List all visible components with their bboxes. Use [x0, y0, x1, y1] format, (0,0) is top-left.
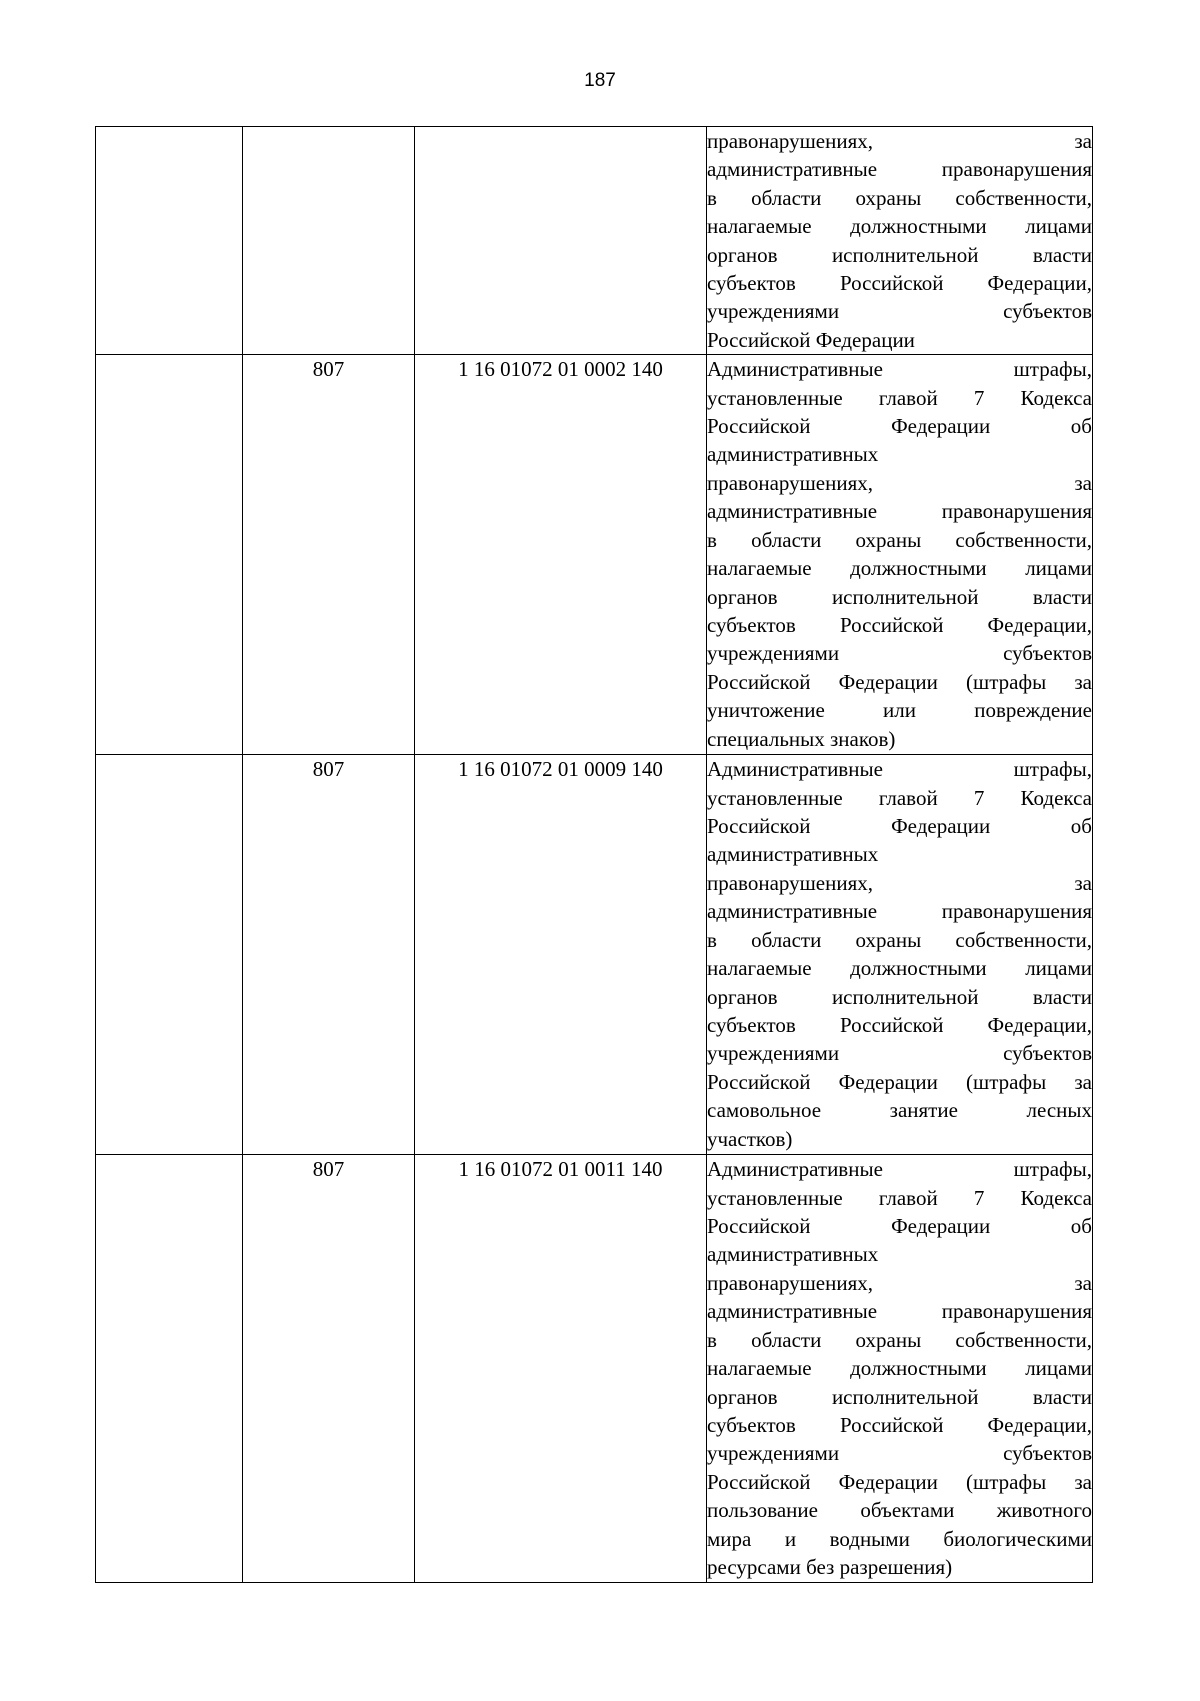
description-line: налагаемые должностными лицами — [707, 956, 1092, 981]
description-line: в области охраны собственности, — [707, 527, 1092, 552]
budget-code-cell: 1 16 01072 01 0002 140 — [415, 355, 707, 755]
description-line: органов исполнительной власти — [707, 1384, 1092, 1409]
description-line: административных — [707, 842, 879, 867]
admin-code-cell — [243, 127, 415, 355]
description-line: специальных знаков) — [707, 726, 896, 751]
description-line: Российской Федерации (штрафы за — [707, 1469, 1092, 1494]
description-line: административные правонарушения — [707, 499, 1092, 524]
description-line: установленные главой 7 Кодекса — [707, 785, 1092, 810]
admin-code-cell: 807 — [243, 355, 415, 755]
table-row — [96, 1155, 1093, 1583]
budget-code-cell — [415, 127, 707, 355]
description-line: учреждениями субъектов — [707, 1041, 1092, 1066]
budget-classification-table — [95, 126, 1093, 1583]
description-line: органов исполнительной власти — [707, 584, 1092, 609]
description-line: пользование объектами животного — [707, 1498, 1092, 1523]
description-line: установленные главой 7 Кодекса — [707, 385, 1092, 410]
empty-cell — [96, 755, 243, 1155]
description-line: субъектов Российской Федерации, — [707, 612, 1092, 637]
description-line: Административные штрафы, — [707, 357, 1092, 382]
description-line: административные правонарушения — [707, 899, 1092, 924]
description-line: самовольное занятие лесных — [707, 1098, 1092, 1123]
description-cell — [707, 755, 1093, 1155]
page-number: 187 — [584, 70, 616, 91]
description-line: установленные главой 7 Кодекса — [707, 1185, 1092, 1210]
description-line: правонарушениях, за — [707, 870, 1092, 895]
description-cell — [707, 355, 1093, 755]
description-cell — [707, 1155, 1093, 1583]
description-line: налагаемые должностными лицами — [707, 1356, 1092, 1381]
description-line: участков) — [707, 1126, 793, 1151]
description-line: правонарушениях, за — [707, 1270, 1092, 1295]
description-line: в области охраны собственности, — [707, 927, 1092, 952]
budget-code-cell: 1 16 01072 01 0009 140 — [415, 755, 707, 1155]
description-line: субъектов Российской Федерации, — [707, 1012, 1092, 1037]
description-line: Российской Федерации об — [707, 414, 1092, 439]
description-line: учреждениями субъектов — [707, 641, 1092, 666]
empty-cell — [96, 1155, 243, 1583]
description-line: ресурсами без разрешения) — [707, 1554, 953, 1579]
description-line: субъектов Российской Федерации, — [707, 271, 1092, 296]
admin-code-cell: 807 — [243, 1155, 415, 1583]
description-line: административные правонарушения — [707, 1299, 1092, 1324]
description-line: в области охраны собственности, — [707, 1327, 1092, 1352]
description-cell — [707, 127, 1093, 355]
description-line: Российской Федерации — [707, 327, 915, 352]
table-row-continued — [96, 127, 1093, 355]
description-line: органов исполнительной власти — [707, 984, 1092, 1009]
description-line: административных — [707, 442, 879, 467]
description-line: административных — [707, 1242, 879, 1267]
empty-cell — [96, 355, 243, 755]
description-line: органов исполнительной власти — [707, 242, 1092, 267]
budget-code-cell: 1 16 01072 01 0011 140 — [415, 1155, 707, 1583]
description-line: налагаемые должностными лицами — [707, 556, 1092, 581]
description-line: в области охраны собственности, — [707, 185, 1092, 210]
description-line: Российской Федерации (штрафы за — [707, 1069, 1092, 1094]
table-row — [96, 755, 1093, 1155]
description-line: административные правонарушения — [707, 157, 1092, 182]
admin-code-cell: 807 — [243, 755, 415, 1155]
description-line: Российской Федерации (штрафы за — [707, 669, 1092, 694]
description-line: правонарушениях, за — [707, 129, 1092, 153]
description-line: мира и водными биологическими — [707, 1526, 1092, 1551]
description-line: уничтожение или повреждение — [707, 698, 1092, 723]
description-line: учреждениями субъектов — [707, 299, 1092, 324]
empty-cell — [96, 127, 243, 355]
description-line: Административные штрафы, — [707, 1157, 1092, 1182]
description-line: Российской Федерации об — [707, 1214, 1092, 1239]
table-body — [96, 127, 1093, 1583]
description-line: правонарушениях, за — [707, 470, 1092, 495]
description-line: Российской Федерации об — [707, 814, 1092, 839]
table-row — [96, 355, 1093, 755]
description-line: учреждениями субъектов — [707, 1441, 1092, 1466]
description-line: субъектов Российской Федерации, — [707, 1412, 1092, 1437]
description-line: налагаемые должностными лицами — [707, 214, 1092, 239]
description-line: Административные штрафы, — [707, 757, 1092, 782]
